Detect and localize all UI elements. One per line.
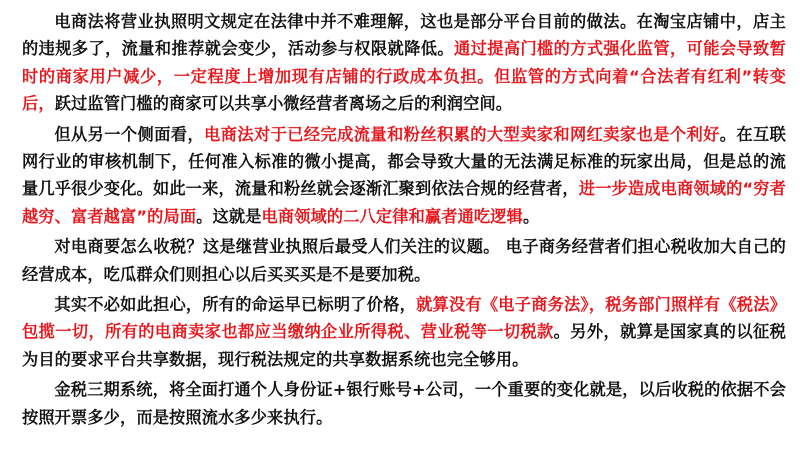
text-span: 。在互联网行业的审核机制下，任何准入标准的微小提高，都会导致大量的无法满足标准的玩家出局，但是总的流量几乎很少变化。如此一来，流量和粉丝就会逐渐汇聚到依法合规的经营者，: [22, 124, 786, 199]
highlighted-text: 电商领域的二八定律和赢者通吃逻辑: [261, 206, 523, 226]
text-span: 。: [522, 206, 540, 226]
highlighted-text: 就算没有《电子商务法》，税务部门照样有《税法》包揽一切，所有的电商卖家也都应当缴纳企业所得税、营业税等一切税款: [22, 295, 786, 342]
text-span: 跃过监管门槛的商家可以共享小微经营者离场之后的利润空间。: [54, 94, 513, 114]
highlighted-text: 通过提高门槛的方式强化监管，可能会导致暂时的商家用户减少，一定程度上增加现有店铺的行政成本负担。但监管的方式向着“合法者有红利”转变后，: [22, 39, 786, 114]
highlighted-text: 电商法对于已经完成流量和粉丝积累的大型卖家和网红卖家也是个利好: [204, 124, 720, 144]
text-span: 。另外，就算是国家真的以征税为目的要求平台共享数据，现行税法规定的共享数据系统也完全够用。: [22, 322, 786, 369]
paragraph-1: [22, 8, 786, 118]
text-span: 其实不必如此担心，所有的命运早已标明了价格，: [54, 295, 417, 315]
text-span: 电商法将营业执照明文规定在法律中并不难理解，这也是部分平台目前的做法。在淘宝店铺中，店主的违规多了，流量和推荐就会变少，活动参与权限就降低。: [22, 12, 786, 59]
highlighted-text: 进一步造成电商领域的“穷者越穷、富者越富”的局面: [22, 179, 786, 226]
text-span: 。这就是: [196, 206, 262, 226]
paragraph-3: [22, 233, 786, 288]
paragraph-5: [22, 376, 786, 431]
paragraph-2: [22, 121, 786, 231]
paragraph-4: [22, 291, 786, 373]
text-span: 但从另一个侧面看，: [54, 124, 205, 144]
text-span: 对电商要怎么收税？这是继营业执照后最受人们关注的议题。 电子商务经营者们担心税收加大自己的经营成本，吃瓜群众们则担心以后买买买是不是要加税。: [22, 237, 786, 284]
text-span: 金税三期系统，将全面打通个人身份证+银行账号+公司，一个重要的变化就是，以后收税的依据不会按照开票多少，而是按照流水多少来执行。: [22, 380, 786, 427]
